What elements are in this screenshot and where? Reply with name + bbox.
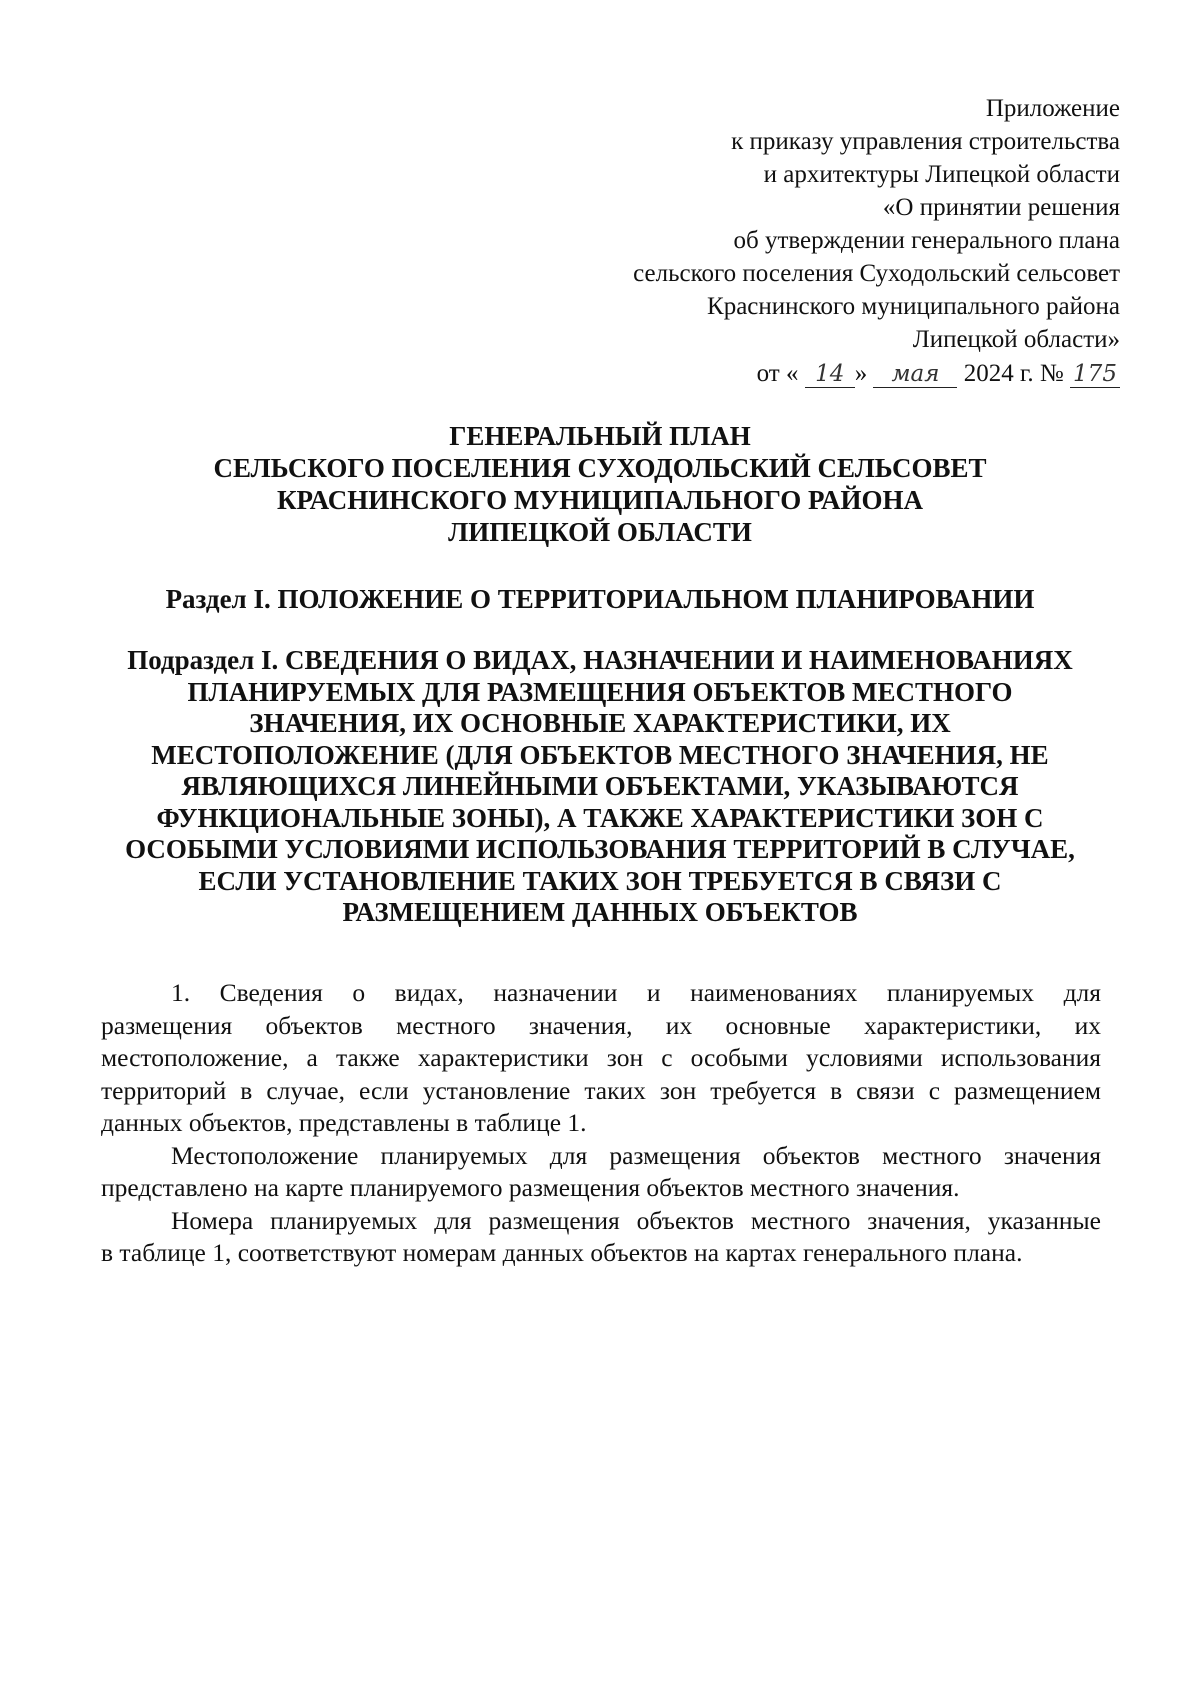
paragraph-line: размещения объектов местного значения, их основные характеристики, их	[101, 1010, 1101, 1040]
annex-line: Приложение	[985, 95, 1120, 122]
subsection-line: ФУНКЦИОНАЛЬНЫЕ ЗОНЫ), А ТАКЖЕ ХАРАКТЕРИСТИКИ ЗОН С	[156, 802, 1044, 833]
subsection-line: ЗНАЧЕНИЯ, ИХ ОСНОВНЫЕ ХАРАКТЕРИСТИКИ, ИХ	[249, 708, 951, 738]
subsection-line: ОСОБЫМИ УСЛОВИЯМИ ИСПОЛЬЗОВАНИЯ ТЕРРИТОРИЙ В СЛУЧАЕ,	[125, 834, 1075, 864]
subsection-line: Подраздел I. СВЕДЕНИЯ О ВИДАХ, НАЗНАЧЕНИИ И НАИМЕНОВАНИЯХ	[127, 645, 1073, 675]
body-paragraph-2	[101, 1140, 1101, 1205]
annex-line: «О принятии решения	[882, 194, 1120, 221]
date-prefix: от «	[756, 360, 799, 387]
subsection-line: РАЗМЕЩЕНИЕМ ДАННЫХ ОБЪЕКТОВ	[342, 897, 858, 927]
date-mid: »	[854, 360, 868, 387]
subsection-heading	[90, 645, 1110, 929]
subsection-line: ПЛАНИРУЕМЫХ ДЛЯ РАЗМЕЩЕНИЯ ОБЪЕКТОВ МЕСТНОГО	[187, 676, 1013, 707]
paragraph-line: Номера планируемых для размещения объектов местного значения, указанные	[171, 1205, 1101, 1235]
handwritten-day: 14	[805, 361, 855, 388]
paragraph-line: в таблице 1, соответствуют номерам данных объектов на картах генерального плана.	[101, 1238, 1023, 1267]
body-paragraph-1	[101, 977, 1101, 1140]
annex-line: Краснинского муниципального района	[707, 293, 1120, 320]
annex-header	[500, 92, 1120, 390]
paragraph-line: местоположение, а также характеристики зон с особыми условиями использования	[101, 1043, 1101, 1072]
handwritten-order-number: 175	[1070, 361, 1120, 388]
annex-line: Липецкой области»	[912, 326, 1120, 353]
paragraph-line: территорий в случае, если установление таких зон требуется в связи с размещением	[101, 1075, 1101, 1105]
title-line: СЕЛЬСКОГО ПОСЕЛЕНИЯ СУХОДОЛЬСКИЙ СЕЛЬСОВЕТ	[213, 453, 987, 483]
paragraph-line: данных объектов, представлены в таблице 1.	[101, 1108, 587, 1137]
title-line: КРАСНИНСКОГО МУНИЦИПАЛЬНОГО РАЙОНА	[276, 485, 923, 515]
title-line: ЛИПЕЦКОЙ ОБЛАСТИ	[448, 517, 752, 547]
subsection-line: ЕСЛИ УСТАНОВЛЕНИЕ ТАКИХ ЗОН ТРЕБУЕТСЯ В СВЯЗИ С	[198, 865, 1002, 896]
date-year: 2024 г. №	[963, 360, 1064, 387]
section-heading: Раздел I. ПОЛОЖЕНИЕ О ТЕРРИТОРИАЛЬНОМ ПЛАНИРОВАНИИ	[165, 584, 1035, 614]
subsection-line: МЕСТОПОЛОЖЕНИЕ (ДЛЯ ОБЪЕКТОВ МЕСТНОГО ЗНАЧЕНИЯ, НЕ	[151, 739, 1049, 770]
annex-line: сельского поселения Суходольский сельсовет	[633, 260, 1120, 287]
annex-line: об утверждении генерального плана	[733, 227, 1120, 254]
document-title	[100, 420, 1100, 548]
paragraph-line: 1. Сведения о видах, назначении и наименованиях планируемых для	[171, 978, 1101, 1007]
body-paragraph-3	[101, 1205, 1101, 1270]
annex-line: к приказу управления строительства	[731, 128, 1120, 155]
annex-line: и архитектуры Липецкой области	[763, 161, 1120, 188]
handwritten-month: мая	[873, 361, 957, 388]
order-date-line	[500, 357, 1120, 390]
paragraph-line: Местоположение планируемых для размещения объектов местного значения	[171, 1140, 1101, 1170]
subsection-line: ЯВЛЯЮЩИХСЯ ЛИНЕЙНЫМИ ОБЪЕКТАМИ, УКАЗЫВАЮТСЯ	[181, 771, 1019, 801]
paragraph-line: представлено на карте планируемого размещения объектов местного значения.	[101, 1173, 960, 1202]
body-text	[101, 977, 1101, 1270]
title-line: ГЕНЕРАЛЬНЫЙ ПЛАН	[449, 421, 751, 451]
